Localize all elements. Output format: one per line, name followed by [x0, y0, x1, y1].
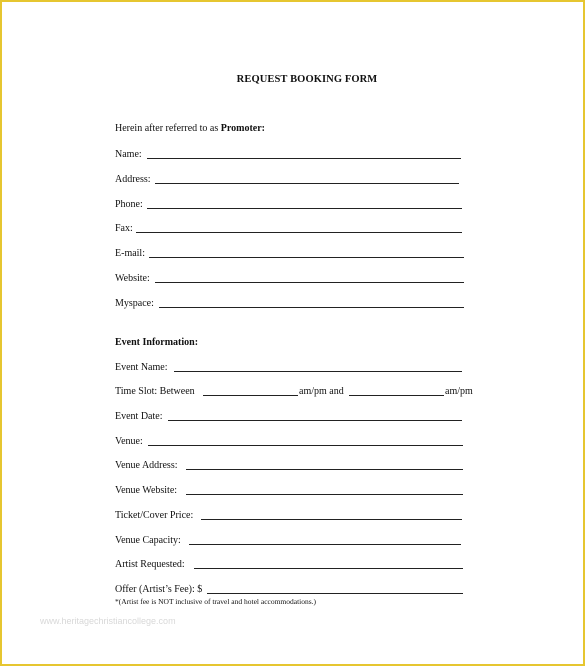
ticket-price-label: Ticket/Cover Price: — [115, 510, 194, 521]
offer-label: Offer (Artist’s Fee): $ — [115, 584, 203, 595]
address-field[interactable] — [155, 183, 459, 184]
ticket-price-field[interactable] — [201, 519, 462, 520]
fax-label: Fax: — [115, 223, 133, 234]
venue-address-label: Venue Address: — [115, 460, 178, 471]
artist-requested-field[interactable] — [194, 568, 463, 569]
promoter-intro — [115, 123, 265, 135]
email-field[interactable] — [149, 257, 464, 258]
venue-label: Venue: — [115, 436, 143, 447]
email-label: E-mail: — [115, 248, 145, 259]
myspace-field[interactable] — [159, 307, 464, 308]
time-slot-label: Time Slot: Between — [115, 386, 195, 397]
name-field[interactable] — [147, 158, 461, 159]
venue-website-field[interactable] — [186, 494, 463, 495]
form-title: REQUEST BOOKING FORM — [236, 74, 378, 85]
time-slot-start-field[interactable] — [203, 395, 298, 396]
promoter-intro-text: Herein after referred to as — [115, 123, 221, 134]
myspace-label: Myspace: — [115, 298, 154, 309]
offer-field[interactable] — [207, 593, 463, 594]
name-label: Name: — [115, 149, 142, 160]
fax-field[interactable] — [136, 232, 462, 233]
time-slot-ampm-and: am/pm and — [299, 386, 344, 397]
event-name-label: Event Name: — [115, 362, 168, 373]
time-slot-end-field[interactable] — [349, 395, 444, 396]
address-label: Address: — [115, 174, 151, 185]
phone-field[interactable] — [147, 208, 462, 209]
website-label: Website: — [115, 273, 150, 284]
event-heading: Event Information: — [115, 337, 199, 348]
event-date-field[interactable] — [168, 420, 462, 421]
artist-fee-footnote: *(Artist fee is NOT inclusive of travel and hotel accommodations.) — [115, 597, 317, 606]
artist-requested-label: Artist Requested: — [115, 559, 185, 570]
time-slot-ampm: am/pm — [445, 386, 473, 397]
promoter-heading: Promoter: — [220, 123, 266, 134]
venue-capacity-label: Venue Capacity: — [115, 535, 181, 546]
phone-label: Phone: — [115, 199, 143, 210]
event-date-label: Event Date: — [115, 411, 163, 422]
site-watermark: www.heritagechristiancollege.com — [40, 616, 176, 626]
venue-address-field[interactable] — [186, 469, 463, 470]
website-field[interactable] — [155, 282, 464, 283]
venue-capacity-field[interactable] — [189, 544, 461, 545]
event-name-field[interactable] — [174, 371, 462, 372]
venue-field[interactable] — [148, 445, 463, 446]
venue-website-label: Venue Website: — [115, 485, 178, 496]
